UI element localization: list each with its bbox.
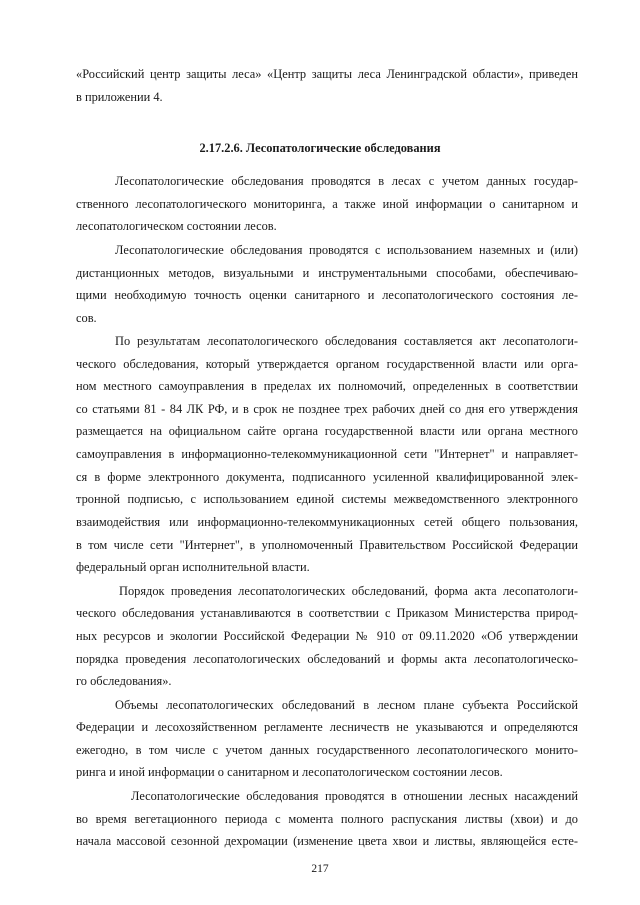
text-line: размещается на официальном сайте органа государственной власти или органа местного [76, 424, 578, 438]
text-line: ческого обследования устанавливаются в соответствии с Приказом Министерства природ- [76, 606, 578, 620]
page-number: 217 [311, 863, 329, 875]
text-line: лесопатологическом состоянии лесов. [76, 219, 277, 233]
text-line: Лесопатологические обследования проводятся в отношении лесных насаждений [131, 789, 578, 803]
text-line: со статьями 81 - 84 ЛК РФ, и в срок не позднее трех рабочих дней со дня его утверждения [76, 402, 578, 416]
text-line: начала массовой сезонной дехромации (изменение цвета хвои и листвы, являющейся есте- [76, 834, 578, 848]
text-line: ческого обследования, который утверждается органом государственной власти или орга- [76, 357, 578, 371]
text-line: дистанционных методов, визуальными и инструментальными способами, обеспечиваю- [76, 266, 578, 280]
text-line: ежегодно, в том числе с учетом данных государственного лесопатологического монито- [76, 743, 578, 757]
text-line: во время вегетационного периода с момента полного распускания листвы (хвои) и до [76, 812, 578, 826]
text-line: в приложении 4. [76, 90, 163, 104]
text-line: взаимодействия или информационно-телекоммуникационных сетей общего пользования, [76, 515, 578, 529]
text-line: го обследования». [76, 674, 172, 688]
text-line: Объемы лесопатологических обследований в лесном плане субъекта Российской [115, 698, 578, 712]
text-line: в том числе сети "Интернет", в уполномоченный Правительством Российской Федерации [76, 538, 578, 552]
text-line: «Российский центр защиты леса» «Центр защиты леса Ленинградской области», приведен [76, 67, 578, 81]
text-line: самоуправления в информационно-телекоммуникационной сети "Интернет" и направляет- [76, 447, 578, 461]
text-line: порядка проведения лесопатологических обследований и формы акта лесопатологическо- [76, 652, 578, 666]
section-heading: 2.17.2.6. Лесопатологические обследования [199, 141, 441, 155]
text-line: По результатам лесопатологического обследования составляется акт лесопатологи- [115, 334, 578, 348]
text-line: ных ресурсов и экологии Российской Федерации № 910 от 09.11.2020 «Об утверждении [76, 629, 578, 643]
text-line: ся в форме электронного документа, подписанного усиленной квалифицированной элек- [76, 470, 578, 484]
text-line: Лесопатологические обследования проводятся с использованием наземных и (или) [115, 243, 578, 257]
text-line: ственного лесопатологического мониторинга, а также иной информации о санитарном и [76, 197, 578, 211]
text-line: сов. [76, 311, 97, 325]
text-line: федеральный орган исполнительной власти. [76, 560, 310, 574]
text-line: ринга и иной информации о санитарном и лесопатологическом состоянии лесов. [76, 765, 503, 779]
text-line: Федерации и лесохозяйственном регламенте лесничеств не указываются и определяются [76, 720, 578, 734]
text-line: Лесопатологические обследования проводятся в лесах с учетом данных государ- [115, 174, 578, 188]
text-line: тронной подписью, с использованием единой системы межведомственного электронного [76, 492, 578, 506]
text-line: ном местного самоуправления в пределах их полномочий, определенных в соответствии [76, 379, 578, 393]
text-line: щими необходимую точность оценки санитарного и лесопатологического состояния ле- [76, 288, 578, 302]
text-line: Порядок проведения лесопатологических обследований, форма акта лесопатологи- [119, 584, 578, 598]
